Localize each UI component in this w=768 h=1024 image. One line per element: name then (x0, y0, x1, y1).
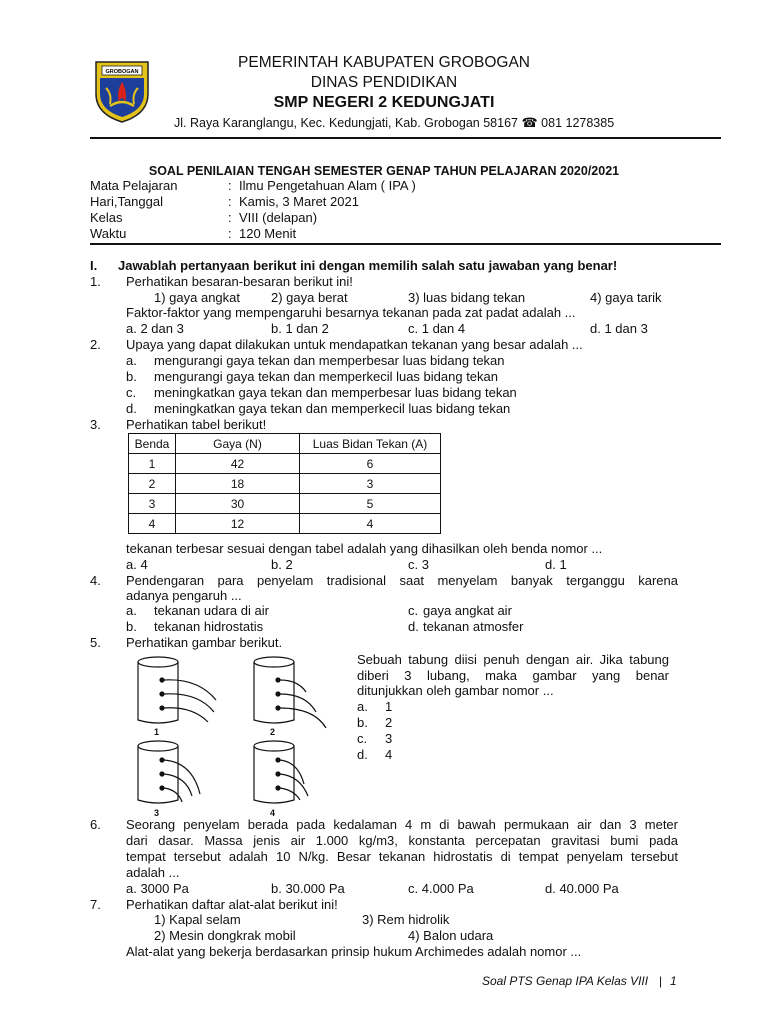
q3-option: c. 3 (408, 557, 429, 572)
q4-text: Pendengaran para penyelam tradisional saat menyelam banyak terganggu karena (126, 573, 678, 588)
info-colon: : (228, 226, 232, 241)
q5-option: 3 (385, 731, 393, 746)
table-row (129, 494, 441, 514)
table-cell: 3 (129, 494, 176, 514)
info-label-date: Hari,Tanggal (90, 194, 163, 209)
header-line1: PEMERINTAH KABUPATEN GROBOGAN (238, 54, 530, 71)
header-address: Jl. Raya Karanglangu, Kec. Kedungjati, Kab. Grobogan 58167 ☎ 081 1278385 (174, 115, 615, 130)
info-colon: : (228, 178, 232, 193)
table-cell: 42 (176, 454, 300, 474)
table-header: Luas Bidan Tekan (A) (300, 434, 441, 454)
q5-option: 2 (385, 715, 393, 730)
table-cell: 6 (300, 454, 441, 474)
q1-item: 1) gaya angkat (154, 290, 241, 305)
q6-option: a. 3000 Pa (126, 881, 189, 896)
q4-option: gaya angkat air (423, 603, 512, 618)
info-value-subject: Ilmu Pengetahuan Alam ( IPA ) (239, 178, 416, 193)
table-cell: 30 (176, 494, 300, 514)
q5-option-letter: d. (357, 747, 368, 762)
q5-option-letter: c. (357, 731, 368, 746)
q5-desc: ditunjukkan oleh gambar nomor ... (357, 683, 554, 698)
q7-item: 1) Kapal selam (154, 912, 241, 927)
q7-text: Perhatikan daftar alat-alat berikut ini! (126, 897, 338, 912)
q3-option: d. 1 (545, 557, 567, 572)
q2-option-letter: a. (126, 353, 137, 368)
page-number: 1 (670, 974, 677, 988)
table-header-row (129, 434, 441, 454)
q7-number: 7. (90, 897, 101, 912)
info-value-class: VIII (delapan) (239, 210, 318, 225)
q5-text: Perhatikan gambar berikut. (126, 635, 283, 650)
table-cell: 18 (176, 474, 300, 494)
q5-figure (128, 650, 328, 820)
q2-option-letter: c. (126, 385, 137, 400)
table-cell: 4 (129, 514, 176, 534)
q2-number: 2. (90, 337, 101, 352)
q1-text: Perhatikan besaran-besaran berikut ini! (126, 274, 353, 289)
q5-option-letter: b. (357, 715, 368, 730)
q5-option: 1 (385, 699, 393, 714)
q1-item: 2) gaya berat (271, 290, 348, 305)
figure-label: 3 (154, 808, 160, 818)
phone-icon: ☎ (521, 115, 538, 130)
svg-text:GROBOGAN: GROBOGAN (105, 69, 139, 75)
table-row (129, 514, 441, 534)
q3-option: b. 2 (271, 557, 293, 572)
q4-option-letter: b. (126, 619, 137, 634)
q4-option-letter: d. (408, 619, 419, 634)
q1-option: d. 1 dan 3 (590, 321, 648, 336)
q4-number: 4. (90, 573, 101, 588)
q6-option: c. 4.000 Pa (408, 881, 474, 896)
q1-option: c. 1 dan 4 (408, 321, 466, 336)
info-value-date: Kamis, 3 Maret 2021 (239, 194, 359, 209)
q3-question: tekanan terbesar sesuai dengan tabel adalah yang dihasilkan oleh benda nomor ... (126, 541, 603, 556)
exam-title: SOAL PENILAIAN TENGAH SEMESTER GENAP TAHUN PELAJARAN 2020/2021 (148, 164, 620, 178)
footer-text: Soal PTS Genap IPA Kelas VIII (482, 974, 649, 988)
q2-option: meningkatkan gaya tekan dan memperbesar luas bidang tekan (154, 385, 517, 400)
info-label-class: Kelas (90, 210, 123, 225)
q2-option-letter: d. (126, 401, 137, 416)
q7-item: 4) Balon udara (408, 928, 494, 943)
q5-desc: Sebuah tabung diisi penuh dengan air. Jika tabung (357, 652, 669, 667)
q1-item: 3) luas bidang tekan (408, 290, 526, 305)
q4-text-cont: adanya pengaruh ... (126, 588, 242, 603)
info-colon: : (228, 210, 232, 225)
q3-table (128, 433, 441, 534)
table-cell: 1 (129, 454, 176, 474)
q6-text: Seorang penyelam berada pada kedalaman 4 m di bawah permukaan air dan 3 meter (126, 817, 678, 832)
info-value-time: 120 Menit (239, 226, 297, 241)
q3-text: Perhatikan tabel berikut! (126, 417, 267, 432)
q6-text: adalah ... (126, 865, 180, 880)
q7-item: 2) Mesin dongkrak mobil (154, 928, 296, 943)
q2-option: meningkatkan gaya tekan dan memperkecil luas bidang tekan (154, 401, 511, 416)
table-cell: 5 (300, 494, 441, 514)
figure-label: 1 (154, 727, 160, 737)
q7-item: 3) Rem hidrolik (362, 912, 450, 927)
q7-question: Alat-alat yang bekerja berdasarkan prinsip hukum Archimedes adalah nomor ... (126, 944, 582, 959)
q2-option: mengurangi gaya tekan dan memperkecil luas bidang tekan (154, 369, 498, 384)
table-cell: 3 (300, 474, 441, 494)
q6-option: d. 40.000 Pa (545, 881, 619, 896)
q4-option: tekanan hidrostatis (154, 619, 264, 634)
q4-option-letter: a. (126, 603, 137, 618)
q4-option-letter: c. (408, 603, 419, 618)
q4-option: tekanan udara di air (154, 603, 269, 618)
info-rule (90, 243, 721, 245)
q1-item: 4) gaya tarik (590, 290, 662, 305)
q2-option: mengurangi gaya tekan dan memperbesar luas bidang tekan (154, 353, 505, 368)
figure-label: 2 (270, 727, 276, 737)
q2-text: Upaya yang dapat dilakukan untuk mendapatkan tekanan yang besar adalah ... (126, 337, 583, 352)
q6-text: tempat tersebut adalah 10 N/kg. Besar tekanan hidrostatis di tempat penyelam tersebut (126, 849, 678, 864)
q5-option: 4 (385, 747, 393, 762)
q2-option-letter: b. (126, 369, 137, 384)
q6-number: 6. (90, 817, 101, 832)
table-header: Gaya (N) (176, 434, 300, 454)
q1-option: a. 2 dan 3 (126, 321, 184, 336)
q6-option: b. 30.000 Pa (271, 881, 345, 896)
table-row (129, 474, 441, 494)
header-line2: DINAS PENDIDIKAN (310, 74, 458, 91)
q1-number: 1. (90, 274, 101, 289)
footer-separator: | (659, 974, 663, 988)
info-label-time: Waktu (90, 226, 127, 241)
info-colon: : (228, 194, 232, 209)
section-number: I. (90, 258, 98, 273)
q3-option: a. 4 (126, 557, 148, 572)
section-instruction: Jawablah pertanyaan berikut ini dengan memilih salah satu jawaban yang benar! (118, 258, 618, 273)
q3-number: 3. (90, 417, 101, 432)
q5-desc: diberi 3 lubang, maka gambar yang benar (357, 668, 669, 683)
q5-option-letter: a. (357, 699, 368, 714)
q6-text: dari dasar. Massa jenis air 1.000 kg/m3, konstanta percepatan gravitasi bumi pada (126, 833, 678, 848)
q1-option: b. 1 dan 2 (271, 321, 329, 336)
q5-number: 5. (90, 635, 101, 650)
table-cell: 4 (300, 514, 441, 534)
table-cell: 12 (176, 514, 300, 534)
info-label-subject: Mata Pelajaran (90, 178, 178, 193)
q1-question: Faktor-faktor yang mempengaruhi besarnya tekanan pada zat padat adalah ... (126, 305, 576, 320)
header-rule (90, 137, 721, 139)
table-cell: 2 (129, 474, 176, 494)
table-row (129, 454, 441, 474)
q4-option: tekanan atmosfer (423, 619, 524, 634)
figure-label: 4 (270, 808, 276, 818)
header-school: SMP NEGERI 2 KEDUNGJATI (273, 94, 495, 111)
table-header: Benda (129, 434, 176, 454)
